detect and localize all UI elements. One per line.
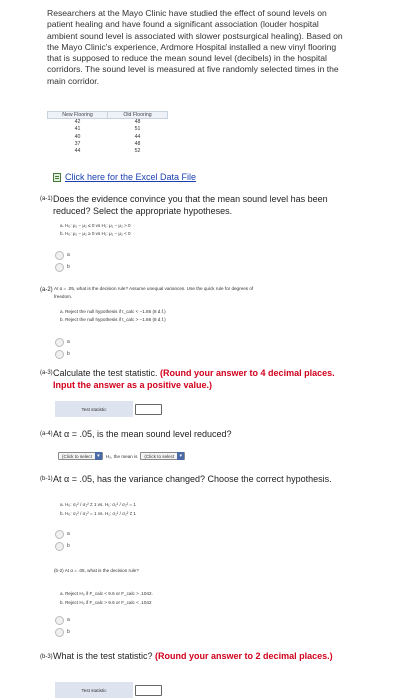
radio-b1-b[interactable] (55, 542, 64, 551)
table-header-new: New Flooring (48, 112, 108, 119)
table-row (48, 126, 168, 133)
question-text-b3 (53, 651, 343, 663)
a4-answer-row (58, 452, 185, 460)
question-text-a4: At α = .05, is the mean sound level reduced? (53, 429, 232, 439)
chevron-down-icon: ▾ (177, 452, 184, 460)
option-b2-b: b. Reject H₀ if F_calc > 9.6 or F_calc < .1042 (60, 600, 152, 605)
table-cell: 44 (74, 148, 81, 155)
question-text-a2-cont: freedom. (54, 294, 73, 299)
excel-link-row[interactable] (53, 172, 196, 182)
test-statistic-row-b3 (55, 682, 162, 698)
data-table (47, 111, 168, 155)
table-cell: 52 (134, 148, 141, 155)
problem-intro: Researchers at the Mayo Clinic have studied the effect of sound levels on patient healing and have found a significant association (louder hospital ambient sound level is associated with slower postsurgical healing). Based on the Mayo Clinic's experience, Ardmore Hospital installed a new vinyl flooring that is supposed to reduce the mean sound level (decibels) in the hospital corridors. The sound level is measured at five randomly selected times in the main corridor. (47, 8, 343, 86)
question-text-a3 (53, 368, 343, 391)
radio-a2-b[interactable] (55, 350, 64, 359)
option-a1-b: b. H₀: μ₁ − μ₂ ≥ 0 vs H₁: μ₁ − μ₂ < 0 (60, 231, 131, 236)
test-statistic-input-a3[interactable] (135, 404, 162, 415)
table-row (48, 148, 168, 155)
question-number: (b-3) (40, 654, 53, 660)
radio-label: a (67, 252, 70, 258)
table-cell: 41 (74, 126, 81, 133)
decision-dropdown[interactable] (58, 452, 103, 460)
radio-label: a (67, 617, 70, 623)
dropdown-label: (Click to select (144, 453, 175, 459)
option-b1-a: a. H₀: σ₁² / σ₂² ≠ 1 vs. H₁: σ₁² / σ₂² = 1 (60, 502, 136, 507)
table-cell: 48 (134, 119, 141, 125)
question-number: (a-4) (40, 431, 53, 437)
radio-label: b (67, 264, 70, 270)
conclusion-dropdown[interactable] (140, 452, 185, 460)
test-statistic-label: Test statistic (55, 401, 133, 417)
option-b2-a: a. Reject H₀ if F_calc < 9.6 or F_calc > .1042. (60, 591, 153, 596)
option-a1-a: a. H₀: μ₁ − μ₂ ≤ 0 vs H₁: μ₁ − μ₂ > 0 (60, 223, 131, 228)
radio-b1-a[interactable] (55, 530, 64, 539)
question-number: (a-2) (40, 287, 53, 293)
table-cell: 42 (74, 119, 81, 125)
question-number: (a-1) (40, 196, 53, 202)
radio-a2-a[interactable] (55, 338, 64, 347)
question-text-b1: At α = .05, has the variance changed? Choose the correct hypothesis. (53, 474, 332, 484)
table-row (48, 141, 168, 148)
question-text-a1: Does the evidence convince you that the mean sound level has been reduced? Select the appropriate hypotheses. (53, 194, 328, 216)
dropdown-label: (Click to select (62, 453, 92, 459)
radio-label: b (67, 351, 70, 357)
option-a2-a: a. Reject the null hypothesis if t_calc < −1.86 (8 d.f.) (60, 309, 166, 314)
question-number: (a-3) (40, 370, 53, 376)
radio-label: b (67, 629, 70, 635)
excel-data-link[interactable]: Click here for the Excel Data File (65, 172, 197, 182)
table-cell: 37 (74, 140, 81, 147)
rounding-instruction: (Round your answer to 2 decimal places.) (155, 651, 333, 661)
radio-label: a (67, 339, 70, 345)
test-statistic-row-a3 (55, 401, 162, 417)
table-row (48, 119, 168, 127)
option-a2-b: b. Reject the null hypothesis if t_calc > −1.86 (8 d.f.) (60, 317, 166, 322)
rounding-instruction: (Round your answer to 4 decimal places. Input the answer as a positive value.) (53, 368, 335, 390)
radio-a1-b[interactable] (55, 263, 64, 272)
table-cell: 51 (134, 126, 141, 133)
question-text-a2: At α = .05, what is the decision rule? Assume unequal variances. Use the quick rule for degrees of (54, 286, 254, 291)
question-text-a3-main: Calculate the test statistic. (53, 368, 161, 378)
radio-a1-a[interactable] (55, 251, 64, 260)
radio-label: a (67, 531, 70, 537)
table-row (48, 134, 168, 141)
question-text-b3-main: What is the test statistic? (53, 651, 156, 661)
chevron-down-icon: ▾ (95, 452, 102, 460)
radio-b2-a[interactable] (55, 616, 64, 625)
radio-b2-b[interactable] (55, 628, 64, 637)
table-cell: 44 (134, 133, 141, 140)
option-b1-b: b. H₀: σ₁² / σ₂² = 1 vs. H₁: σ₁² / σ₂² ≠ 1 (60, 511, 136, 516)
a4-middle-text: H₀, the mean is (105, 453, 138, 459)
test-statistic-label: Test statistic (55, 682, 133, 698)
table-cell: 40 (74, 133, 81, 140)
question-text-b2: (b-2) At α = .05, what is the decision rule? (54, 568, 139, 573)
question-number: (b-1) (40, 476, 53, 482)
excel-file-icon (53, 173, 61, 182)
test-statistic-input-b3[interactable] (135, 685, 162, 696)
table-header-old: Old Flooring (108, 112, 168, 119)
table-cell: 48 (134, 140, 141, 147)
radio-label: b (67, 543, 70, 549)
